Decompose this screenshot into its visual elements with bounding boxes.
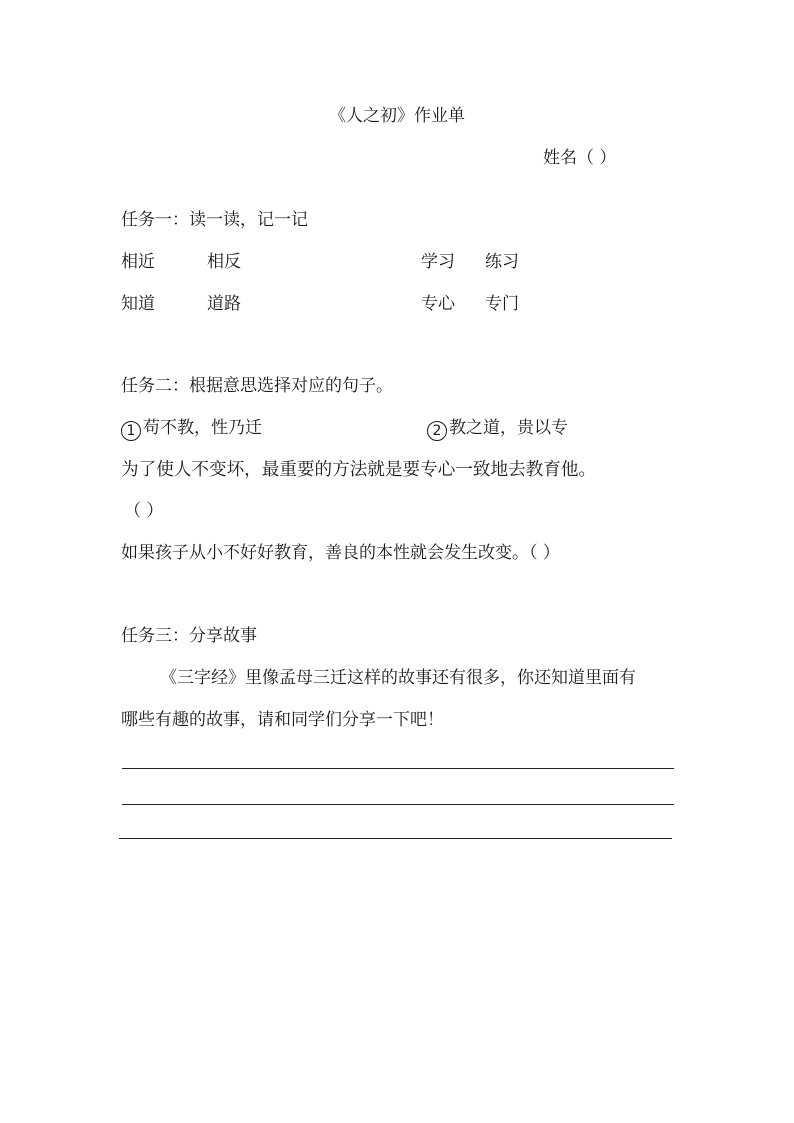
answer-blank-1[interactable]: （ ） <box>124 501 164 521</box>
task1-word: 专心 <box>421 294 455 314</box>
answer-line[interactable] <box>119 838 672 839</box>
sentence-2[interactable]: 如果孩子从小不好好教育，善良的本性就会发生改变。（ ） <box>121 543 560 563</box>
paragraph-line-2: 哪些有趣的故事，请和同学们分享一下吧！ <box>121 710 444 730</box>
task1-word: 相反 <box>207 252 241 272</box>
task1-heading: 任务一：读一读，记一记 <box>121 210 308 230</box>
task1-word: 相近 <box>121 252 155 272</box>
task1-word: 学习 <box>421 252 455 272</box>
option-number: 2 <box>427 421 447 441</box>
task1-word: 专门 <box>485 294 519 314</box>
task2-heading: 任务二：根据意思选择对应的句子。 <box>121 376 393 396</box>
answer-line[interactable] <box>122 768 674 769</box>
page-title: 《人之初》作业单 <box>329 106 465 126</box>
task1-word: 知道 <box>121 294 155 314</box>
option-1 <box>121 420 262 441</box>
option-number: 1 <box>121 421 141 441</box>
option-2 <box>427 420 568 441</box>
name-field-label[interactable]: 姓名（ ） <box>543 148 617 168</box>
paragraph-line-1: 《三字经》里像孟母三迁这样的故事还有很多，你还知道里面有 <box>160 668 636 688</box>
answer-line[interactable] <box>122 804 674 805</box>
task1-word: 练习 <box>485 252 519 272</box>
task3-heading: 任务三：分享故事 <box>121 626 257 646</box>
sentence-1: 为了使人不变坏，最重要的方法就是要专心一致地去教育他。 <box>121 460 597 480</box>
option-text: 教之道，贵以专 <box>449 418 568 438</box>
option-text: 苟不教，性乃迁 <box>143 418 262 438</box>
task1-word: 道路 <box>207 294 241 314</box>
